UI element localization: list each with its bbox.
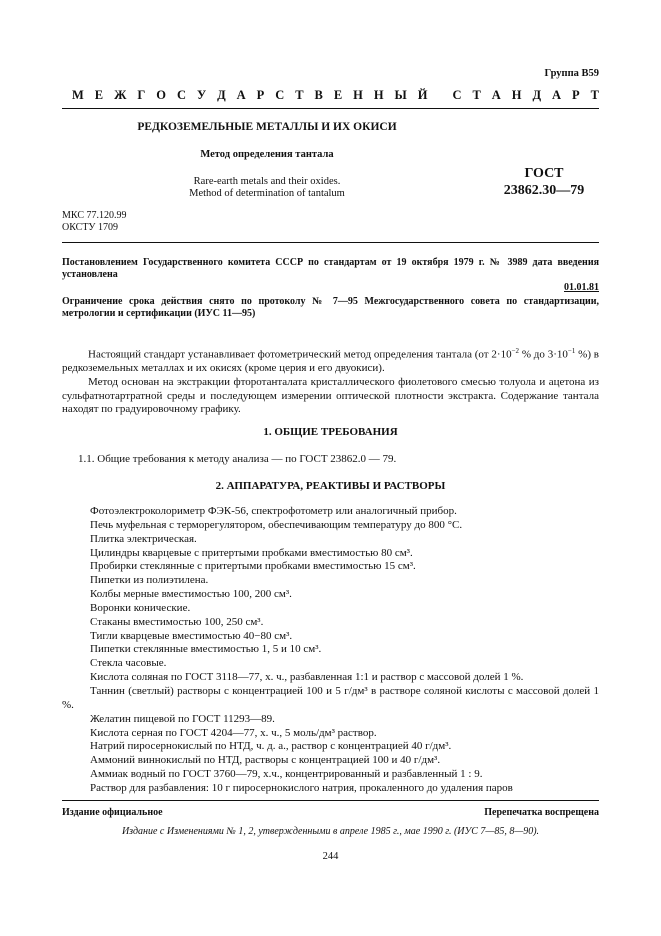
- section-1-text: 1.1. Общие требования к методу анализа — по ГОСТ 23862.0 — 79.: [78, 453, 397, 465]
- page-number: 244: [322, 851, 339, 862]
- banner-letter: Й: [417, 88, 428, 102]
- banner-letter: Н: [353, 88, 363, 102]
- equipment-item: Стекла часовые.: [90, 657, 167, 670]
- introduction-date: 01.01.81: [564, 282, 599, 293]
- banner-letter: Е: [333, 88, 343, 102]
- equipment-item: Желатин пищевой по ГОСТ 11293—89.: [90, 712, 275, 725]
- banner-letter: А: [552, 88, 562, 102]
- equipment-item: Кислота соляная по ГОСТ 3118—77, х. ч., разбавленная 1:1 и раствор с массовой долей 1 %.: [90, 671, 524, 684]
- classification-codes: [62, 210, 126, 233]
- banner-letter: Н: [373, 88, 384, 102]
- banner-letter: А: [236, 88, 246, 102]
- banner-letter: Т: [295, 88, 304, 102]
- equipment-item: Аммоний виннокислый по НТД, растворы с концентрацией 100 и 40 г/дм³.: [90, 754, 441, 767]
- scope-text-b: % до 3·10: [519, 348, 568, 361]
- banner-letter: О: [156, 88, 167, 102]
- official-edition-label: Издание официальное: [62, 807, 163, 818]
- banner-letter: Р: [256, 88, 265, 102]
- equipment-item: Воронки конические.: [90, 601, 191, 614]
- equipment-item: Пипетки из полиэтилена.: [90, 574, 209, 587]
- edition-note: Издание с Изменениями № 1, 2, утвержденными в апреле 1985 г., мае 1990 г. (ИУС 7—85, 8—90).: [121, 826, 540, 837]
- equipment-item: Колбы мерные вместимостью 100, 200 см³.: [90, 588, 292, 601]
- equipment-list: [62, 505, 599, 796]
- scope-text-a: Настоящий стандарт устанавливает фотометрический метод определения тантала (от 2·10: [88, 348, 512, 361]
- banner-letter: А: [491, 88, 501, 102]
- interstate-standard-banner: [72, 88, 599, 103]
- banner-letter: В: [314, 88, 323, 102]
- scope-text-c: %) в редкоземельных металлах и их окисях (кроме церия и его двуокиси).: [62, 348, 599, 375]
- validity-note: Ограничение срока действия снято по протоколу № 7—95 Межгосударственного совета по стандартизации, метрологии и сертификации (ИУС 11—95): [62, 296, 599, 319]
- banner-letter: Г: [137, 88, 146, 102]
- document-subtitle: Метод определения тантала: [200, 149, 334, 160]
- gost-label: ГОСТ: [524, 166, 564, 181]
- banner-letter: Д: [217, 88, 226, 102]
- english-title-line-1: Rare-earth metals and their oxides.: [193, 176, 341, 187]
- banner-letter: М: [72, 88, 84, 102]
- banner-letter: Т: [472, 88, 481, 102]
- banner-letter: Д: [532, 88, 542, 102]
- okstu-code: ОКСТУ 1709: [62, 221, 119, 233]
- equipment-item: Аммиак водный по ГОСТ 3760—79, х.ч., концентрированный и разбавленный 1 : 9.: [90, 768, 483, 781]
- section-2-heading: 2. АППАРАТУРА, РЕАКТИВЫ И РАСТВОРЫ: [215, 480, 446, 492]
- banner-letter: С: [176, 88, 187, 102]
- equipment-item: Плитка электрическая.: [90, 532, 197, 545]
- english-title: [62, 176, 472, 200]
- footer-rule: [62, 800, 599, 801]
- equipment-item: Цилиндры кварцевые с притертыми пробками вместимостью 80 см³.: [90, 546, 413, 559]
- equipment-item: Фотоэлектроколориметр ФЭК-56, спектрофотометр или аналогичный прибор.: [90, 505, 457, 517]
- banner-letter: Н: [511, 88, 522, 102]
- gost-number: [489, 165, 599, 199]
- equipment-item: Кислота серная по ГОСТ 4204—77, х. ч., 5 моль/дм³ раствор.: [90, 726, 377, 739]
- reprint-notice: Перепечатка воспрещена: [484, 807, 599, 818]
- equipment-item: Стаканы вместимостью 100, 250 см³.: [90, 615, 264, 628]
- equipment-item: Раствор для разбавления: 10 г пиросернокислого натрия, прокаленного до удаления паров: [90, 781, 513, 794]
- introduction: [62, 345, 599, 417]
- banner-letter: Ж: [114, 88, 127, 102]
- banner-letter: Е: [94, 88, 104, 102]
- banner-letter: Т: [590, 88, 599, 102]
- codes-rule: [62, 242, 599, 243]
- method-paragraph: Метод основан на экстракции фторотанталата кристаллического фиолетового смесью толуола и ацетона из сульфатнотартратной среды и последующем измерении оптической плотности экстракта. Содержание тантала находят по градуировочному графику.: [62, 376, 599, 416]
- banner-letter: [438, 88, 441, 103]
- group-code: Группа В59: [544, 68, 599, 79]
- banner-letter: Р: [572, 88, 580, 102]
- equipment-item: Таннин (светлый) растворы с концентрацией 100 и 5 г/дм³ в растворе соляной кислоты с массовой долей 1 %.: [62, 684, 599, 711]
- section-1-heading: 1. ОБЩИЕ ТРЕБОВАНИЯ: [263, 426, 398, 438]
- mks-code: МКС 77.120.99: [62, 210, 127, 221]
- adoption-note: Постановлением Государственного комитета СССР по стандартам от 19 октября 1979 г. № 3989 дата введения установлена: [62, 257, 599, 280]
- banner-letter: Ы: [394, 88, 407, 102]
- gost-code: 23862.30—79: [503, 183, 585, 198]
- equipment-item: Печь муфельная с терморегулятором, обеспечивающим температуру до 800 °С.: [90, 518, 463, 531]
- document-title: РЕДКОЗЕМЕЛЬНЫЕ МЕТАЛЛЫ И ИХ ОКИСИ: [137, 121, 397, 133]
- english-title-line-2: Method of determination of tantalum: [189, 188, 345, 199]
- equipment-item: Пробирки стеклянные с притертыми пробками вместимостью 15 см³.: [90, 560, 416, 573]
- equipment-item: Натрий пиросернокислый по НТД, ч. д. а., раствор с концентрацией 40 г/дм³.: [90, 740, 452, 753]
- banner-letter: С: [275, 88, 285, 102]
- equipment-item: Тигли кварцевые вместимостью 40−80 см³.: [90, 629, 293, 642]
- equipment-item: Пипетки стеклянные вместимостью 1, 5 и 10 см³.: [90, 643, 322, 656]
- exponent-1: −2: [511, 347, 520, 355]
- header-rule: [62, 108, 599, 109]
- banner-letter: С: [452, 88, 462, 102]
- scope-paragraph: [62, 345, 599, 376]
- banner-letter: У: [196, 88, 207, 102]
- exponent-2: −1: [567, 347, 576, 355]
